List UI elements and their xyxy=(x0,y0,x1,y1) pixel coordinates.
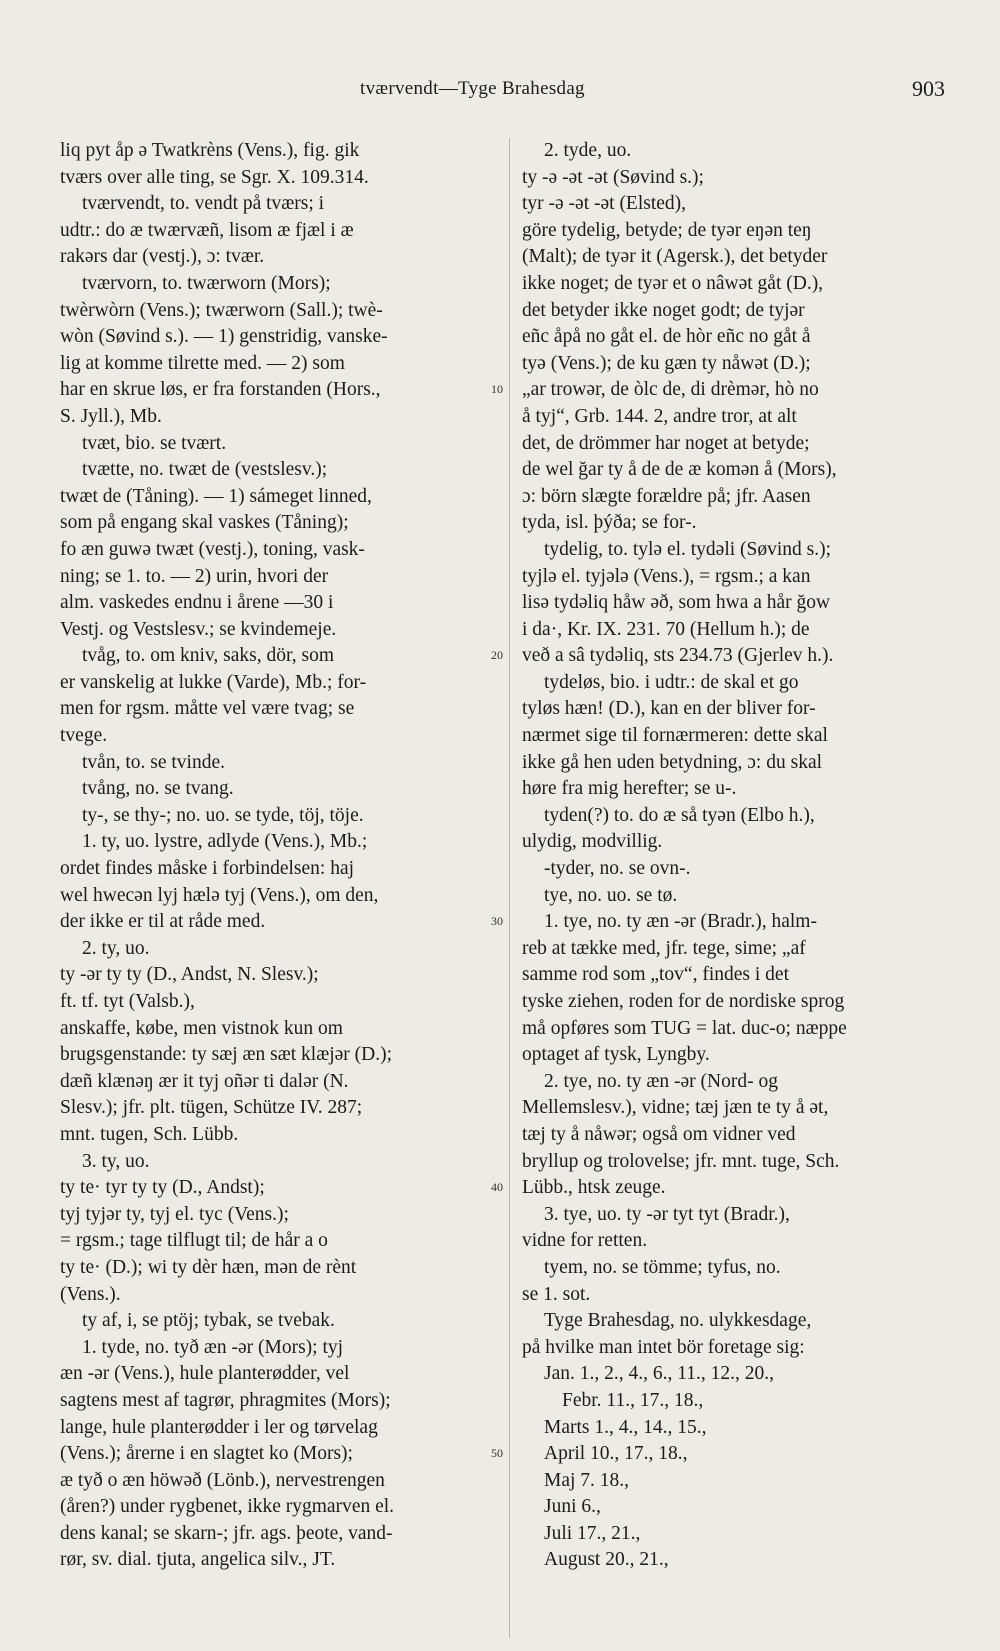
entry-line: tvån, to. se tvinde. xyxy=(82,751,225,773)
text-line: dens kanal; se skarn-; jfr. ags. þeote, vand- xyxy=(60,1522,393,1544)
entry-line: 1. ty, uo. lystre, adlyde (Vens.), Mb.; xyxy=(82,831,368,853)
text-line: Slesv.); jfr. plt. tügen, Schütze IV. 287; xyxy=(60,1097,363,1119)
line-number: 30 xyxy=(491,914,503,928)
entry-line: 3. tye, uo. ty -ər tyt tyt (Bradr.), xyxy=(544,1203,790,1225)
line-number: 10 xyxy=(491,382,503,396)
line-number: 20 xyxy=(491,648,503,662)
entry-line: tyden(?) to. do æ så tyən (Elbo h.), xyxy=(544,804,815,826)
text-line: alm. vaskedes endnu i årene —30 i xyxy=(60,592,334,614)
line-number: 40 xyxy=(491,1180,503,1194)
text-line: dæñ klænəŋ ær it tyj oñər ti dalər (N. xyxy=(60,1070,349,1092)
left-column xyxy=(60,138,495,1574)
text-line: veð a sâ tydəliq, sts 234.73 (Gjerlev h.). xyxy=(522,645,834,667)
text-line: samme rod som „tov“, findes i det xyxy=(522,964,789,986)
entry-line: Tyge Brahesdag, no. ulykkesdage, xyxy=(544,1310,812,1332)
text-line: lig at komme tilrette med. — 2) som xyxy=(60,352,345,374)
entry-line: tvætte, no. twæt de (vestslesv.); xyxy=(82,459,328,481)
text-line: mnt. tugen, Sch. Lübb. xyxy=(60,1123,239,1145)
text-line: Lübb., htsk zeuge. xyxy=(522,1177,666,1199)
text-line: der ikke er til at råde med. xyxy=(60,911,266,933)
text-line: i da·, Kr. IX. 231. 70 (Hellum h.); de xyxy=(522,618,810,640)
entry-line: 2. tyde, uo. xyxy=(544,140,632,161)
text-line: twèrwòrn (Vens.); twærworn (Sall.); twè- xyxy=(60,299,383,321)
text-line: er vanskelig at lukke (Varde), Mb.; for- xyxy=(60,671,367,693)
date-line: April 10., 17., 18., xyxy=(544,1443,688,1465)
text-line: ft. tf. tyt (Valsb.), xyxy=(60,991,195,1012)
text-line: bryllup og trolovelse; jfr. mnt. tuge, Sch. xyxy=(522,1150,840,1172)
text-line: = rgsm.; tage tilflugt til; de hår a o xyxy=(60,1230,328,1252)
text-line: tvege. xyxy=(60,725,108,747)
text-line: tyske ziehen, roden for de nordiske sprog xyxy=(522,991,845,1012)
text-line: tæj ty å nåwər; også om vidner ved xyxy=(522,1123,796,1145)
entry-line: tye, no. uo. se tø. xyxy=(544,884,678,906)
text-line: tyj tyjər ty, tyj el. tyc (Vens.); xyxy=(60,1203,289,1225)
text-line: udtr.: do æ twærvæñ, lisom æ fjæl i æ xyxy=(60,219,354,241)
date-line: Febr. 11., 17., 18., xyxy=(562,1389,704,1411)
entry-line: 2. ty, uo. xyxy=(82,937,150,959)
text-line: rakərs dar (vestj.), ɔ: tvær. xyxy=(60,246,265,268)
entry-line: ty af, i, se ptöj; tybak, se tvebak. xyxy=(82,1310,335,1332)
text-line: vidne for retten. xyxy=(522,1230,648,1252)
text-line: tyə (Vens.); de ku gæn ty nåwət (D.); xyxy=(522,352,811,374)
text-line: de wel ğar ty å de de æ komən å (Mors), xyxy=(522,459,837,481)
text-line: wel hwecən lyj hælə tyj (Vens.), om den, xyxy=(60,884,379,906)
text-line: på hvilke man intet bör foretage sig: xyxy=(522,1336,805,1358)
text-line: tyjlə el. tyjələ (Vens.), = rgsm.; a kan xyxy=(522,565,811,587)
entry-line: tvång, no. se tvang. xyxy=(82,778,234,800)
text-line: (Malt); de tyər it (Agersk.), det betyder xyxy=(522,246,828,268)
entry-line: tvæt, bio. se tvært. xyxy=(82,432,227,454)
text-line: æn -ər (Vens.), hule planterødder, vel xyxy=(60,1363,350,1385)
text-line: som på engang skal vaskes (Tåning); xyxy=(60,512,349,534)
text-line: ning; se 1. to. — 2) urin, hvori der xyxy=(60,565,329,587)
column-divider xyxy=(509,138,510,1638)
text-line: twæt de (Tåning). — 1) sámeget linned, xyxy=(60,485,372,507)
entry-line: tydeløs, bio. i udtr.: de skal et go xyxy=(544,671,799,693)
text-line: æ tyð o æn höwəð (Lönb.), nervestrengen xyxy=(60,1469,385,1491)
text-line: ikke noget; de tyər et o nâwət gåt (D.), xyxy=(522,272,824,294)
text-line: ty te· tyr ty ty (D., Andst); xyxy=(60,1177,265,1199)
text-line: ordet findes måske i forbindelsen: haj xyxy=(60,858,355,880)
text-line: (Vens.); årerne i en slagtet ko (Mors); xyxy=(60,1443,353,1465)
text-line: ikke gå hen uden betydning, ɔ: du skal xyxy=(522,751,823,773)
entry-line: tværvendt, to. vendt på tværs; i xyxy=(82,193,325,215)
text-line: må opføres som TUG = lat. duc-o; næppe xyxy=(522,1017,847,1039)
date-line: Jan. 1., 2., 4., 6., 11., 12., 20., xyxy=(544,1363,775,1385)
entry-line: tydelig, to. tylə el. tydəli (Søvind s.); xyxy=(544,538,832,560)
text-line: ɔ: börn slægte forældre på; jfr. Aasen xyxy=(522,485,811,507)
entry-line: ty-, se thy-; no. uo. se tyde, töj, töje. xyxy=(82,804,364,826)
text-line: anskaffe, købe, men vistnok kun om xyxy=(60,1017,343,1039)
text-line: tyda, isl. þýða; se for-. xyxy=(522,512,697,534)
entry-line: -tyder, no. se ovn-. xyxy=(544,858,691,880)
text-line: rør, sv. dial. tjuta, angelica silv., JT. xyxy=(60,1549,336,1571)
text-line: ty -ər ty ty (D., Andst, N. Slesv.); xyxy=(60,964,319,986)
text-line: har en skrue løs, er fra forstanden (Hors., xyxy=(60,379,381,401)
text-line: lange, hule planterødder i ler og tørvelag xyxy=(60,1416,378,1438)
date-line: August 20., 21., xyxy=(544,1549,669,1571)
entry-line: tværvorn, to. twærworn (Mors); xyxy=(82,272,331,294)
text-line: ulydig, modvillig. xyxy=(522,831,663,853)
text-line: tyr -ə -ət -ət (Elsted), xyxy=(522,193,687,215)
right-column xyxy=(522,138,957,1574)
text-line: tværs over alle ting, se Sgr. X. 109.314. xyxy=(60,166,369,188)
running-title: tværvendt—Tyge Brahesdag xyxy=(360,78,585,99)
text-line: Mellemslesv.), vidne; tæj jæn te ty å ət, xyxy=(522,1097,829,1119)
text-line: ty -ə -ət -ət (Søvind s.); xyxy=(522,166,704,188)
date-line: Juli 17., 21., xyxy=(544,1522,641,1544)
entry-line: tvåg, to. om kniv, saks, dör, som xyxy=(82,645,334,667)
text-line: lisə tydəliq håw əð, som hwa a hår ğow xyxy=(522,592,831,614)
text-line: liq pyt åp ə Twatkrèns (Vens.), fig. gik xyxy=(60,140,360,161)
text-line: brugsgenstande: ty sæj æn sæt klæjər (D.); xyxy=(60,1044,393,1066)
text-line: sagtens mest af tagrør, phragmites (Mors); xyxy=(60,1389,391,1411)
text-line: ty te· (D.); wi ty dèr hæn, mən de rènt xyxy=(60,1256,357,1278)
text-line: eñc åpå no gåt el. de hòr eñc no gåt å xyxy=(522,326,811,348)
line-number: 50 xyxy=(491,1446,503,1460)
entry-line: 2. tye, no. ty æn -ər (Nord- og xyxy=(544,1070,778,1092)
text-line: (Vens.). xyxy=(60,1283,121,1305)
text-line: men for rgsm. måtte vel være tvag; se xyxy=(60,698,355,720)
entry-line: 1. tyde, no. tyð æn -ər (Mors); tyj xyxy=(82,1336,344,1358)
entry-line: 3. ty, uo. xyxy=(82,1150,150,1172)
text-line: det betyder ikke noget godt; de tyjər xyxy=(522,299,805,321)
text-line: optaget af tysk, Lyngby. xyxy=(522,1044,710,1066)
entry-line: tyem, no. se tömme; tyfus, no. xyxy=(544,1256,781,1278)
text-line: wòn (Søvind s.). — 1) genstridig, vanske- xyxy=(60,326,388,348)
text-line: reb at tække med, jfr. tege, sime; „af xyxy=(522,937,806,959)
text-line: det, de drömmer har noget at betyde; xyxy=(522,432,810,454)
text-line: se 1. sot. xyxy=(522,1283,591,1305)
text-line: (åren?) under rygbenet, ikke rygmarven el. xyxy=(60,1496,395,1518)
page-number: 903 xyxy=(912,76,945,101)
date-line: Maj 7. 18., xyxy=(544,1469,630,1491)
text-line: tyløs hæn! (D.), kan en der bliver for- xyxy=(522,698,816,720)
text-line: fo æn guwə twæt (vestj.), toning, vask- xyxy=(60,538,365,560)
text-line: „ar trowər, de òlc de, di drèmər, hò no xyxy=(522,379,819,401)
text-line: nærmet sige til fornærmeren: dette skal xyxy=(522,725,828,747)
date-line: Juni 6., xyxy=(544,1496,601,1518)
text-line: S. Jyll.), Mb. xyxy=(60,405,162,427)
text-line: å tyj“, Grb. 144. 2, andre tror, at alt xyxy=(522,405,797,427)
text-line: göre tydelig, betyde; de tyər eŋən teŋ xyxy=(522,219,812,241)
date-line: Marts 1., 4., 14., 15., xyxy=(544,1416,707,1438)
entry-line: 1. tye, no. ty æn -ər (Bradr.), halm- xyxy=(544,911,817,933)
text-line: høre fra mig herefter; se u-. xyxy=(522,778,737,800)
page-header xyxy=(0,78,1000,108)
text-line: Vestj. og Vestslesv.; se kvindemeje. xyxy=(60,618,337,640)
